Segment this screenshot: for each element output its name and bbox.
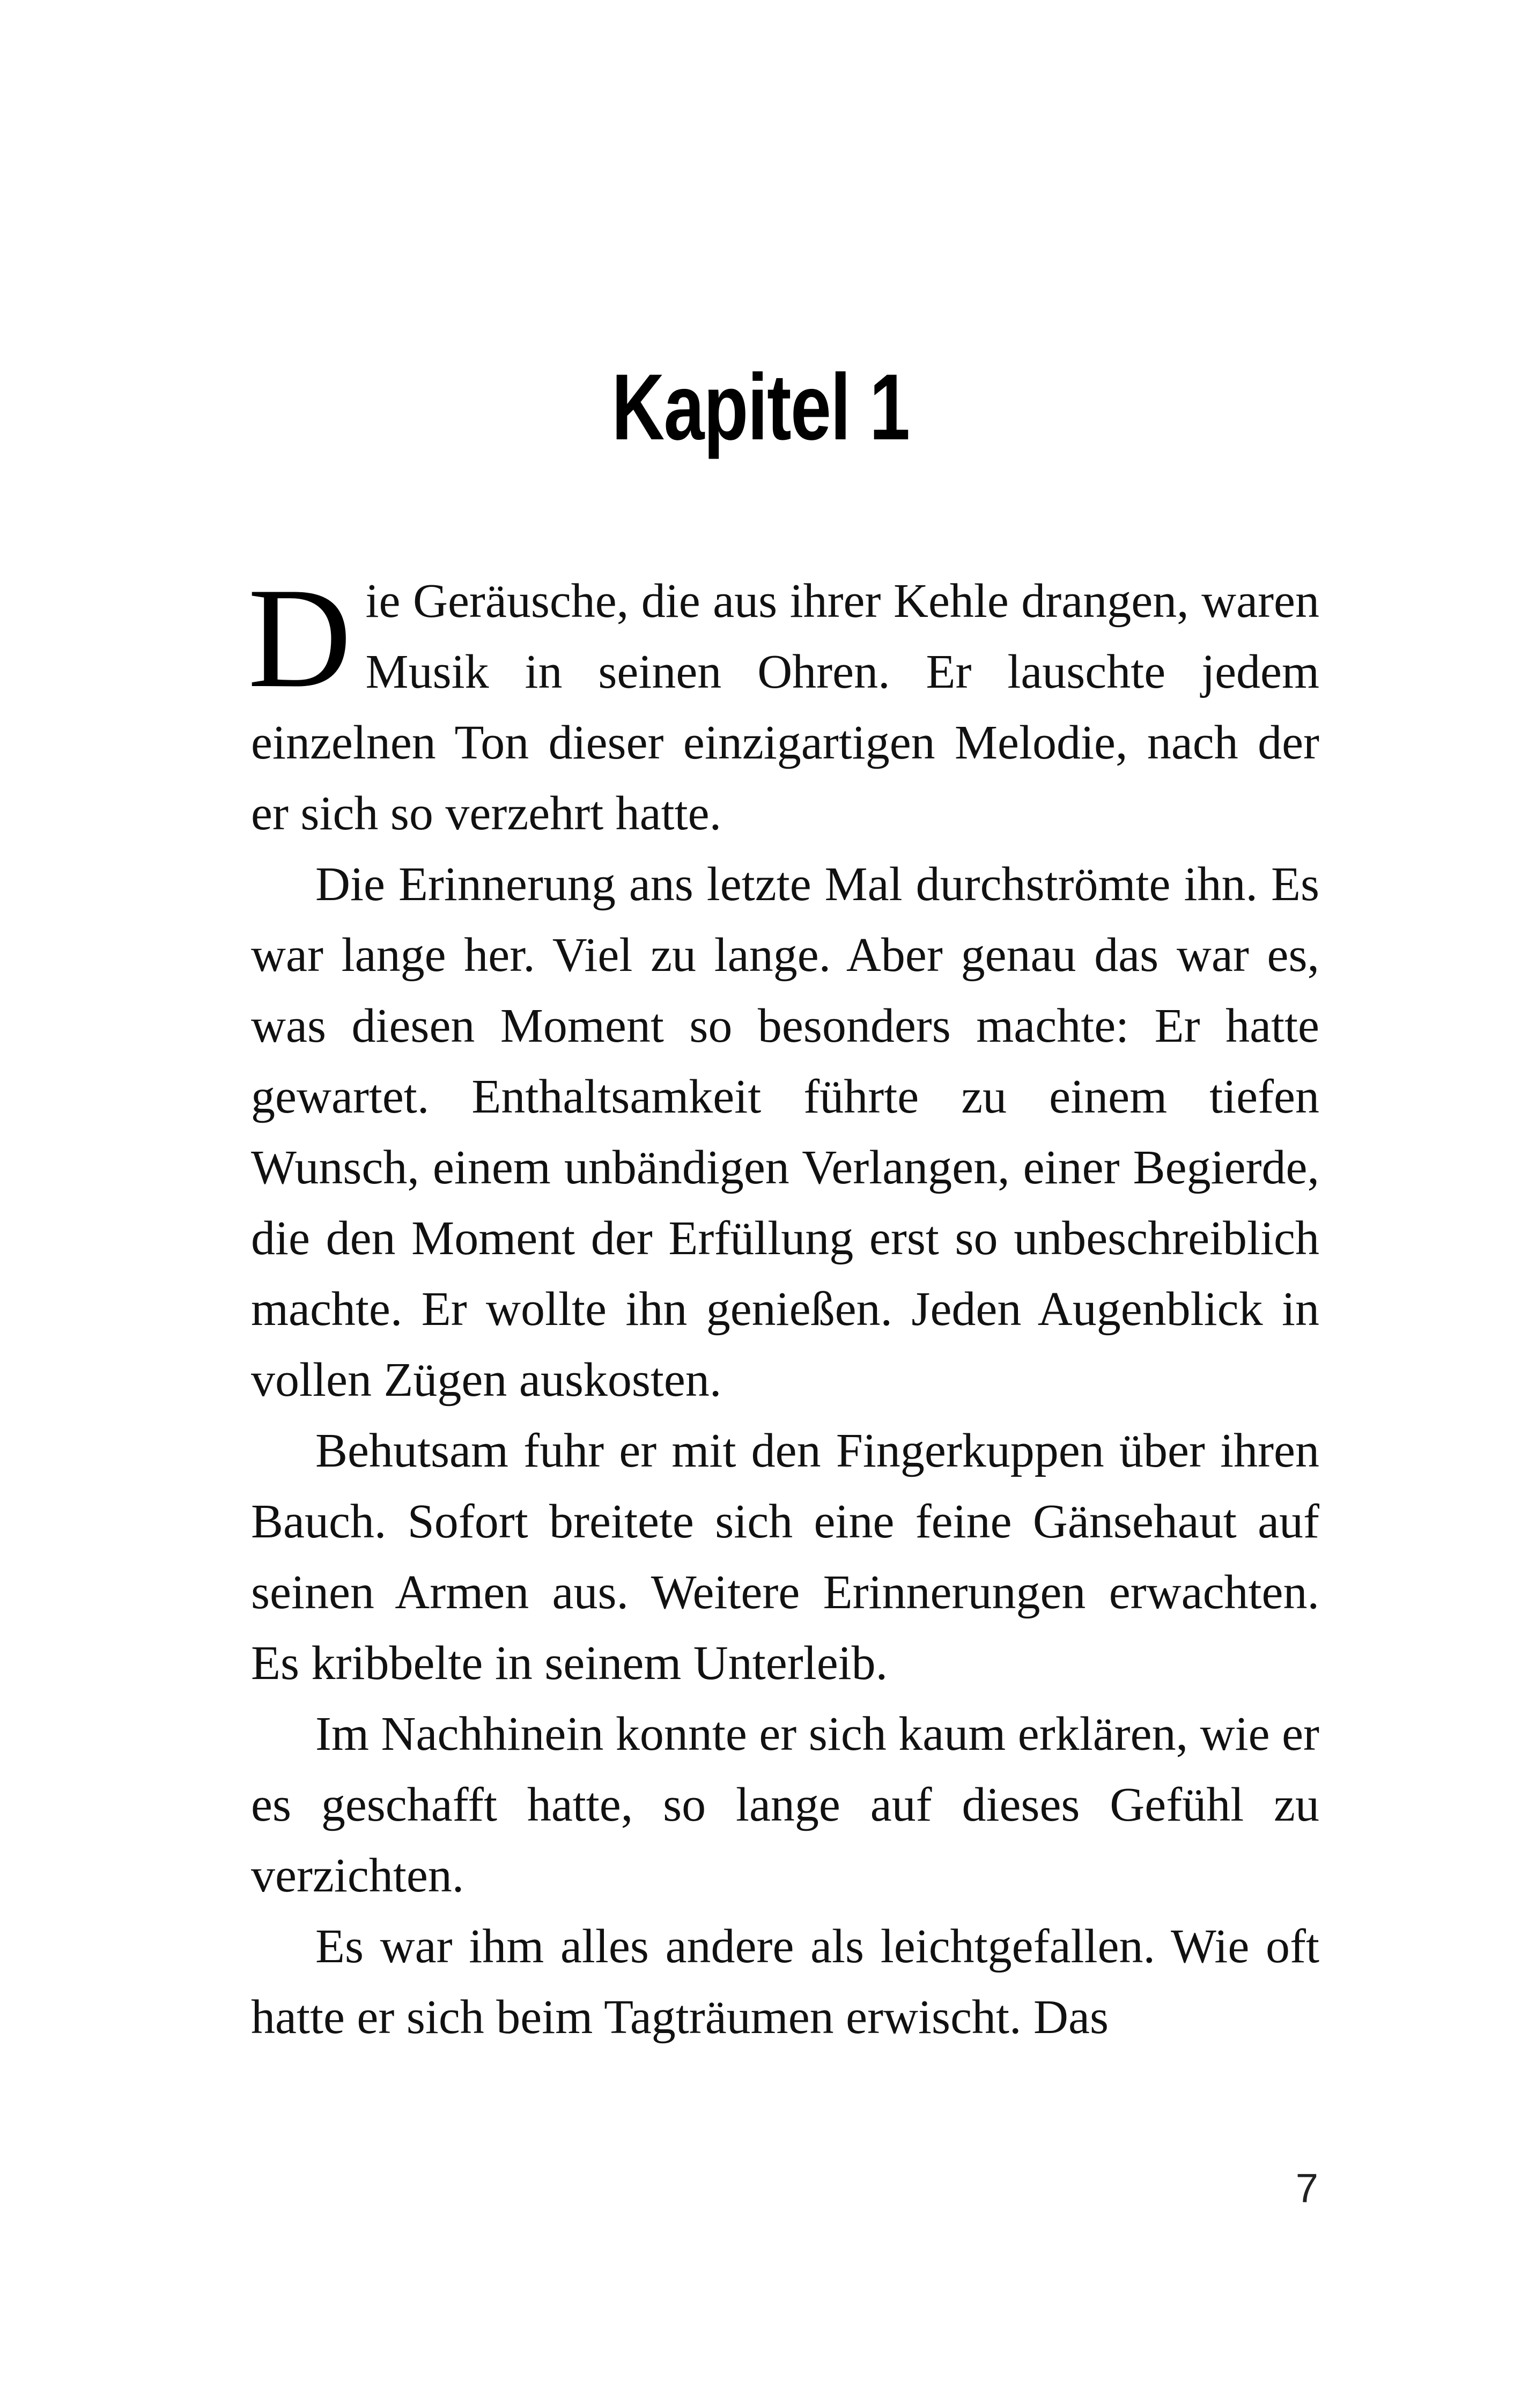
body-text: [248, 558, 1319, 2053]
paragraph-1: [248, 558, 1319, 849]
paragraph-5: Es war ihm alles andere als leichtgefallen. Wie oft hatte er sich beim Tagträumen erwischt. Das: [251, 1920, 1319, 2044]
chapter-title: Kapitel 1: [611, 355, 910, 460]
paragraph-4: Im Nachhinein konnte er sich kaum erklären, wie er es geschafft hatte, so lange auf dieses Gefühl zu verzichten.: [251, 1707, 1319, 1902]
paragraph-2: Die Erinnerung ans letzte Mal durchströmte ihn. Es war lange her. Viel zu lange. Aber genau das war es, was diesen Moment so besonders machte: Er hatte gewartet. Enthaltsamkeit führte zu einem tiefen Wunsch, einem unbändigen Verlangen, einer Begierde, die den Moment der Erfüllung erst so unbeschreiblich machte. Er wollte ihn genießen. Jeden Augenblick in vollen Zügen auskosten.: [251, 858, 1319, 1406]
page-number: 7: [1295, 2166, 1318, 2211]
drop-cap: D: [248, 558, 352, 717]
paragraph-1-text: ie Geräusche, die aus ihrer Kehle drangen, waren Musik in seinen Ohren. Er lauschte jedem einzelnen Ton dieser einzigartigen Melodie, nach der er sich so verzehrt hatte.: [251, 575, 1319, 840]
paragraph-3: Behutsam fuhr er mit den Fingerkuppen über ihren Bauch. Sofort breitete sich eine feine Gänsehaut auf seinen Armen aus. Weitere Erinnerungen erwachten. Es kribbelte in seinem Unterleib.: [251, 1424, 1319, 1690]
